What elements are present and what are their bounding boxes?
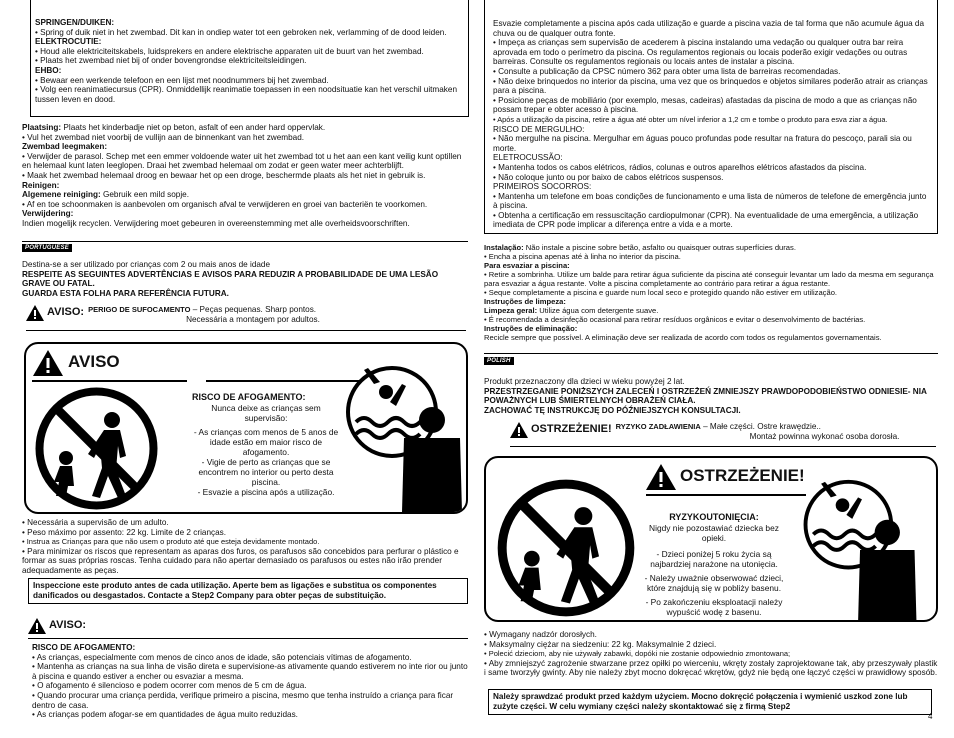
esv-line-2: • Seque completamente a piscina e guarde num local seco e protegido quando não estiver em utilização. xyxy=(484,288,838,297)
elim-line: Recicle sempre que possível. A eliminação deve ser realizada de acordo com todos os regulamentos governamentais. xyxy=(484,333,882,342)
elektro-line-2: • Plaats het zwembad niet bij of onder bovengrondse elektriciteitsleidingen. xyxy=(35,56,307,66)
elim-heading: Instruções de eliminação: xyxy=(484,324,578,333)
pl-keep-line: ZACHOWAĆ TĘ INSTRUKCJĘ DO PÓŹNIEJSZYCH KONSULTACJI. xyxy=(484,405,741,415)
pt-box-line-8: • Não mergulhe na piscina. Mergulhar em águas pouco profundas pode resultar na fratura do pescoço, parali sia ou morte. xyxy=(493,134,912,153)
pl-choking-title: OSTRZEŻENIE! xyxy=(531,423,612,435)
aviso-line-3: • O afogamento é silencioso e podem ocorrer com menos de 5 cm de água. xyxy=(32,681,307,691)
pt-box-line-12: PRIMEIROS SOCORROS: xyxy=(493,182,592,192)
pt-box-line-6: • Após a utilização da piscina, retire a água até obter um nível inferior a 1,2 cm e tombe o produto para esva ziar a água. xyxy=(493,114,888,124)
sign-line-1: Nunca deixe as crianças sem supervisão: xyxy=(211,403,321,423)
section-divider xyxy=(484,353,938,354)
pt-inspect-box xyxy=(28,578,468,604)
right-column xyxy=(484,0,937,738)
aviso-drowning-header xyxy=(28,618,86,634)
pt-box-line-3: • Consulte a publicação da CPSC número 362 para obter uma lista de barreiras recomendadas. xyxy=(493,66,841,76)
warning-triangle-icon xyxy=(28,618,46,634)
sign-line-4: - Esvazie a piscina após a utilização. xyxy=(197,487,335,497)
sign-text xyxy=(192,392,340,497)
pt-bullet-1: • Necessária a supervisão de um adulto. xyxy=(22,518,169,527)
polish-intro xyxy=(484,377,938,415)
choking-text-2: Necessária a montagem por adultos. xyxy=(186,315,320,324)
verwijdering-heading: Verwijdering: xyxy=(22,209,74,219)
choking-title: AVISO: xyxy=(47,306,85,318)
pl-sign-heading: RYZYKOUTONIĘCIA: xyxy=(669,512,759,522)
sign-heading: RISCO DE AFOGAMENTO: xyxy=(192,392,306,402)
pl-inspect-text: Należy sprawdzać produkt przed każdym użyciem. Mocno dokręcić połączenia i wymienić uszkod zone lub zużyte części. W celu wymiany części należy skontaktować się z firmą Step2 xyxy=(493,692,908,711)
aviso-line-4: • Quando procurar uma criança perdida, verifique primeiro a piscina, mesmo que tenha instruído a criança para ficar dentro de casa. xyxy=(32,690,454,710)
esv-line-1: • Retire a sombrinha. Utilize um balde para retirar água suficiente da piscina até conseguir levantar um lado da mesma em segurança para esvaziar a água restante. Volte a piscina completamente ao contrário para retirar a água restante. xyxy=(484,270,934,288)
age-line: Destina-se a ser utilizado por crianças com 2 ou mais anos de idade xyxy=(22,260,271,269)
pl-sign-title: OSTRZEŻENIE! xyxy=(680,466,805,485)
springen-line: • Spring of duik niet in het zwembad. Dit kan in ondiep water tot een gebroken nek, verlamming of de dood leiden. xyxy=(35,27,447,37)
left-column xyxy=(16,0,469,738)
no-unsupervised-children-icon xyxy=(496,478,636,618)
dutch-care-text xyxy=(22,123,468,229)
pt-bullet-4: • Para minimizar os riscos que representam as aparas dos furos, os parafusos são concebidos para perfurar o plástico e formar as suas próprias roscas. Tenha cuidado para não apertar demasiado os parafusos ou estes não irão prender adequadamente as peças. xyxy=(22,546,459,575)
pl-sign-line-4: - Po zakończeniu eksploatacji należy wypuścić wodę z basenu. xyxy=(645,597,783,617)
pl-respect-line: PRZESTRZEGANIE PONIŻSZYCH ZALECEŃ I OSTRZEŻEŃ ZMNIEJSZY PRAWDOPODOBIEŃSTWO ODNIESIE- NIA POWAŻNYCH LUB ŚMIERTELNYCH OBRAŻEŃ CIAŁA. xyxy=(484,386,927,406)
elektro-heading: ELEKTROCUTIE: xyxy=(35,37,102,47)
leegmaken-line-1: • Verwijder de parasol. Schep met een emmer voldoende water uit het zwembad tot u het aan een kant veilig kunt optillen en helemaal kunt laten leeglopen. Draai het zwembad helemaal om zodat er geen water meer achterblijft. xyxy=(22,151,462,171)
drowning-supervision-icon xyxy=(344,362,466,512)
pt-inspect-text: Inspeccione este produto antes de cada utilização. Aperte bem as ligações e substitua os componentes danificados ou desgastados. Contacte a Step2 Company para obter peças de substituição. xyxy=(33,581,437,600)
pl-sign-line-3: - Należy uważnie obserwować dzieci, które znajdują się w pobliży basenu. xyxy=(644,573,784,593)
pt-care-text xyxy=(484,243,938,342)
pl-sign-text xyxy=(644,512,784,617)
pt-bullet-3: • Instrua as Crianças para que não usem o produto até que esteja devidamente montado. xyxy=(22,537,320,547)
pl-choking-warning xyxy=(510,422,936,442)
aviso-drowning-text xyxy=(32,643,468,720)
choking-warning xyxy=(26,305,466,325)
pt-box-line-4: • Não deixe brinquedos no interior da piscina, uma vez que os brinquedos e objetos similares poderão atrair as crianças para a piscina. xyxy=(493,76,928,96)
warning-triangle-icon xyxy=(510,422,528,438)
page-number: 4 xyxy=(928,712,933,721)
drowning-sign xyxy=(24,342,468,514)
aviso-heading: RISCO DE AFOGAMENTO: xyxy=(32,643,136,652)
sign-line-3: - Vigie de perto as crianças que se encontrem no interior ou perto desta piscina. xyxy=(198,457,334,487)
pt-box-line-11: • Não coloque junto ou por baixo de cabos elétricos suspensos. xyxy=(493,172,724,182)
pl-sign-title-rule xyxy=(646,494,806,496)
leegmaken-line-2: • Maak het zwembad helemaal droog en bewaar het op een droge, beschermde plaats als het niet in gebruik is. xyxy=(22,170,426,180)
pl-choking-label: RYZYKO ZADŁAWIENIA xyxy=(615,422,701,431)
pt-box-line-7: RISCO DE MERGULHO: xyxy=(493,124,585,134)
ehbo-line-2: • Volg een reanimatiecursus (CPR). Onmiddellijk reanimatie toepassen in een noodsituatie kan het verschil uitmaken tussen leven en dood. xyxy=(35,85,458,104)
pl-drowning-sign xyxy=(484,456,938,622)
ehbo-line-1: • Bewaar een werkende telefoon en een lijst met noodnummers bij het zwembad. xyxy=(35,75,329,85)
pl-bullet-1: • Wymagany nadzór dorosłych. xyxy=(484,630,597,639)
elektro-line-1: • Houd alle elektriciteitskabels, luidsprekers en andere elektrische apparaten uit de buurt van het zwembad. xyxy=(35,46,424,56)
pl-inspect-box xyxy=(488,689,932,715)
pt-warning-box xyxy=(484,0,938,234)
reinigen-line-2: • Af en toe schoonmaken is aanbevolen om organisch afval te verwijderen en groei van bacteriën te voorkomen. xyxy=(22,199,428,209)
choking-underline xyxy=(26,330,466,331)
choking-text-1: – Peças pequenas. Sharp pontos. xyxy=(190,305,317,314)
no-unsupervised-children-icon xyxy=(34,386,159,511)
plaatsing-line-2: • Vul het zwembad niet voorbij de vullijn aan de binnenkant van het zwembad. xyxy=(22,132,305,142)
pt-box-line-10: • Mantenha todos os cabos elétricos, rádios, colunas e outros aparelhos elétricos afastados da piscina. xyxy=(493,162,867,172)
pl-sign-line-2: - Dzieci poniżej 5 roku życia są najbardziej narażone na utonięcia. xyxy=(650,549,778,569)
verwijdering-line: Indien mogelijk recyclen. Verwijdering moet gebeuren in overeenstemming met alle overheidsvoorschriften. xyxy=(22,218,410,228)
pl-bullets xyxy=(484,630,938,678)
aviso-title: AVISO: xyxy=(49,619,87,631)
limp-line-2: • É recomendada a desinfeção ocasional para retirar resíduos orgânicos e evitar o desenvolvimento de bactérias. xyxy=(484,315,866,324)
leegmaken-heading: Zwembad leegmaken: xyxy=(22,142,108,152)
pl-bullet-3: • Polecić dzieciom, aby nie używały zabawki, dopóki nie zostanie odpowiednio zmontowana; xyxy=(484,649,791,659)
sign-title-rule xyxy=(206,380,366,382)
choking-label: PERIGO DE SUFOCAMENTO xyxy=(88,305,191,314)
pl-bullet-2: • Maksymalny ciężar na siedzeniu: 22 kg. Maksymalnie 2 dzieci. xyxy=(484,639,717,649)
inst-line: Instalação: Não instale a piscine sobre betão, asfalto ou quaisquer outras superfícies duras. xyxy=(484,243,796,252)
reinigen-line-1: Algemene reiniging: Gebruik een mild sopje. xyxy=(22,190,189,200)
pt-box-line-2: • Impeça as crianças sem supervisão de acederem à piscina instalando uma vedação ou qualquer outra bar reira aprovada em todo o perímetro da piscina. Os regulamentos regionais ou locais poderão exigir vedações ou outras barreiras. Consulte os regulamentos regionais ou locais antes de instalar a piscina. xyxy=(493,38,908,67)
inst-line-2: • Encha a piscina apenas até à linha no interior da piscina. xyxy=(484,252,681,261)
ehbo-heading: EHBO: xyxy=(35,65,62,75)
respect-line: RESPEITE AS SEGUINTES ADVERTÊNCIAS E AVISOS PARA REDUZIR A PROBABILIDADE DE UMA LESÃO GRAVE OU FATAL. xyxy=(22,269,439,289)
limp-line-1: Limpeza geral: Utilize água com detergente suave. xyxy=(484,306,659,315)
sign-line-2: - As crianças com menos de 5 anos de idade estão em maior risco de afogamento. xyxy=(193,427,339,457)
limp-heading: Instruções de limpeza: xyxy=(484,297,566,306)
pt-box-line-13: • Mantenha um telefone em boas condições de funcionamento e uma lista de números de telefone de emergência junto à piscina. xyxy=(493,191,927,211)
aviso-line-2: • Mantenha as crianças na sua linha de visão direta e supervisione-as ativamente quando estiverem no inte rior ou junto à piscina e quando estiver a encher ou esvaziar a mesma. xyxy=(32,662,468,681)
pl-sign-line-1: Nigdy nie pozostawiać dziecka bez opieki. xyxy=(649,523,779,543)
plaatsing-line: Plaatsing: Plaats het kinderbadje niet op beton, asfalt of een ander hard oppervlak. xyxy=(22,123,326,132)
pt-box-line-5: • Posicione peças de mobiliário (por exemplo, mesas, cadeiras) afastadas da piscina de modo a que as crianças não possam trepar e obter acesso à piscina. xyxy=(493,95,917,115)
aviso-line-5: • As crianças podem afogar-se em quantidades de água muito reduzidas. xyxy=(32,710,298,720)
dutch-warning-box xyxy=(30,0,469,117)
keep-sheet-line: GUARDA ESTA FOLHA PARA REFERÊNCIA FUTURA. xyxy=(22,288,229,298)
sign-title: AVISO xyxy=(68,352,120,371)
lang-tag-polish: POLISH xyxy=(484,357,514,365)
drowning-supervision-icon xyxy=(788,476,934,622)
lang-tag-portuguese: PORTUGUESE xyxy=(22,244,72,252)
pl-choking-underline xyxy=(510,446,936,447)
warning-triangle-icon xyxy=(26,305,44,321)
springen-heading: SPRINGEN/DUIKEN: xyxy=(35,18,115,27)
aviso-underline xyxy=(28,638,468,639)
pt-box-line-1: Esvazie completamente a piscina após cada utilização e guarde a piscina vazia de tal forma que não acumule água da chuva ou de qualquer outra fonte. xyxy=(493,19,925,38)
esv-heading: Para esvaziar a piscina: xyxy=(484,261,570,270)
pl-age-line: Produkt przeznaczony dla dzieci w wieku powyżej 2 lat. xyxy=(484,377,685,386)
pt-bullet-2: • Peso máximo por assento: 22 kg. Limite de 2 crianças. xyxy=(22,527,227,537)
pt-box-line-14: • Obtenha a certificação em ressuscitação cardiopulmonar (CPR). Na eventualidade de uma emergência, a utilização imediata de CPR pode implicar a diferença entre a vida e a morte. xyxy=(493,210,919,230)
reinigen-heading: Reinigen: xyxy=(22,180,60,190)
pl-choking-text-1: – Małe części. Ostre krawędzie.. xyxy=(700,422,821,431)
pt-box-line-9: ELETROCUSSÃO: xyxy=(493,153,563,163)
sign-title-rule xyxy=(32,380,187,382)
portuguese-intro xyxy=(22,260,468,298)
pt-bullets xyxy=(22,518,468,576)
pl-choking-text-2: Montaż powinna wykonać osoba dorosła. xyxy=(749,432,900,441)
section-divider xyxy=(22,241,468,242)
warning-triangle-icon xyxy=(646,464,676,490)
pl-bullet-4: • Aby zmniejszyć zagrożenie stwarzane przez opiłki po wierceniu, wkręty zostały zaprojektowane tak, aby przeszywały plastik i same tworzyły gwinty. Aby nie należy zbyt mocno dokręcać wkrętów, gdyż nie będą one łączyć części w prawidłowy sposób. xyxy=(484,658,938,678)
warning-triangle-icon xyxy=(33,350,63,376)
aviso-line-1: • As crianças, especialmente com menos de cinco anos de idade, são potenciais vítimas de afogamento. xyxy=(32,652,412,662)
